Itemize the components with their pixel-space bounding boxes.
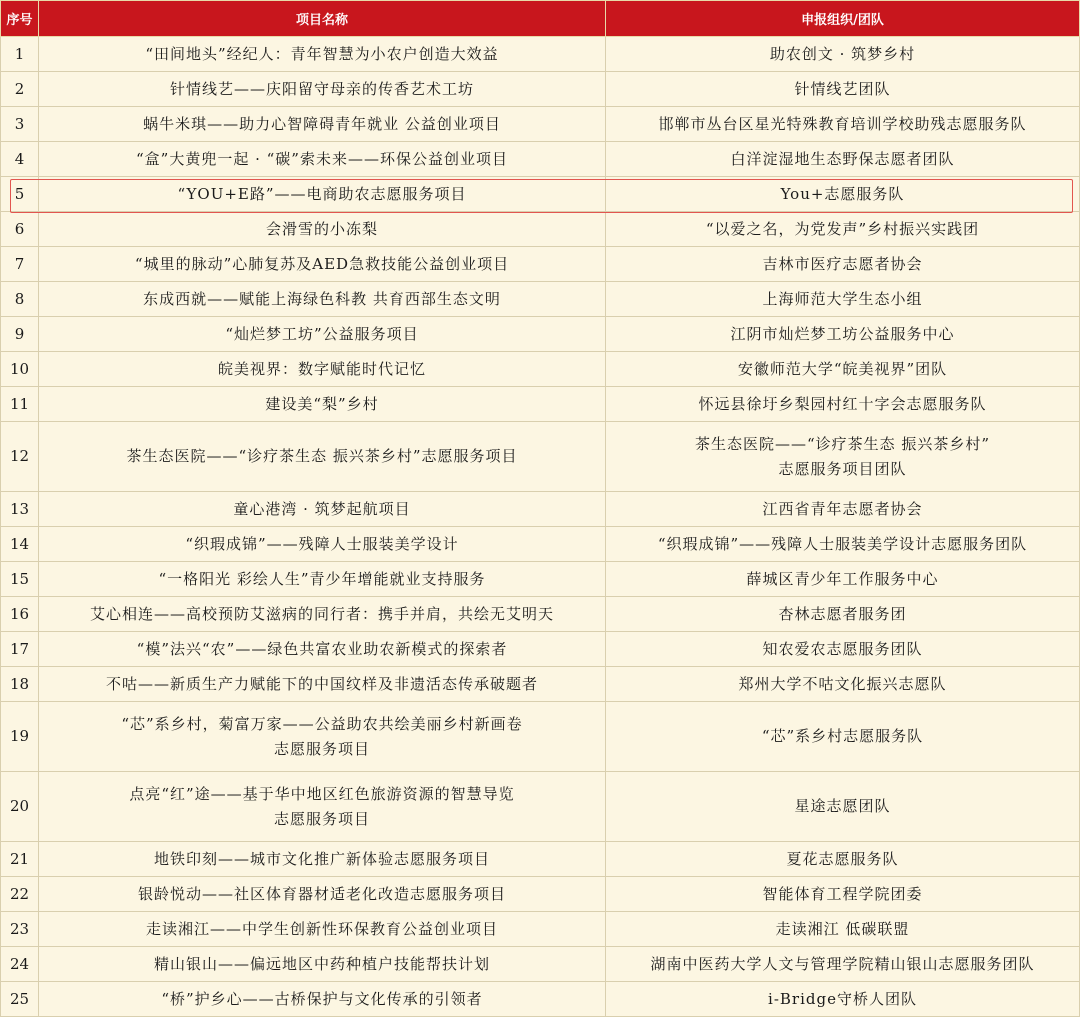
organization-cell	[606, 387, 1080, 422]
project-name-line: 针情线艺——庆阳留守母亲的传香艺术工坊	[169, 79, 474, 98]
organization-cell	[606, 597, 1080, 632]
row-index: 25	[1, 982, 39, 1017]
project-name-line: 建设美“梨”乡村	[265, 394, 379, 413]
row-index: 20	[1, 772, 39, 842]
table-row	[1, 422, 1080, 492]
project-name-cell	[39, 597, 606, 632]
organization-cell	[606, 37, 1080, 72]
project-name-cell	[39, 912, 606, 947]
table-row	[1, 317, 1080, 352]
project-name-line: 点亮“红”途——基于华中地区红色旅游资源的智慧导览	[129, 784, 515, 803]
project-name-line: “模”法兴“农”——绿色共富农业助农新模式的探索者	[136, 639, 508, 658]
table-row	[1, 247, 1080, 282]
project-name-line: “YOU+E路”——电商助农志愿服务项目	[177, 184, 467, 203]
project-name-line: “织瑕成锦”——残障人士服装美学设计	[185, 534, 459, 553]
organization-line: 湖南中医药大学人文与管理学院精山银山志愿服务团队	[650, 954, 1035, 973]
organization-cell	[606, 247, 1080, 282]
organization-line: 走读湘江 低碳联盟	[775, 919, 910, 938]
organization-cell	[606, 947, 1080, 982]
project-name-cell	[39, 212, 606, 247]
table-row	[1, 877, 1080, 912]
project-name-cell	[39, 142, 606, 177]
organization-line: i-Bridge守桥人团队	[768, 989, 917, 1008]
organization-cell	[606, 527, 1080, 562]
organization-line: 夏花志愿服务队	[786, 849, 899, 868]
project-name-line: 志愿服务项目	[273, 809, 370, 828]
project-name-cell	[39, 702, 606, 772]
project-name-cell	[39, 632, 606, 667]
table-row	[1, 142, 1080, 177]
project-name-cell	[39, 72, 606, 107]
project-name-cell	[39, 37, 606, 72]
organization-cell	[606, 492, 1080, 527]
project-name-line: 走读湘江——中学生创新性环保教育公益创业项目	[145, 919, 498, 938]
project-name-cell	[39, 842, 606, 877]
project-name-cell	[39, 107, 606, 142]
organization-cell	[606, 772, 1080, 842]
table-row	[1, 772, 1080, 842]
project-name-cell	[39, 667, 606, 702]
table-row	[1, 177, 1080, 212]
project-name-line: 东成西就——赋能上海绿色科教 共育西部生态文明	[143, 289, 501, 308]
organization-cell	[606, 422, 1080, 492]
project-name-cell	[39, 422, 606, 492]
project-name-line: 蜗牛米琪——助力心智障碍青年就业 公益创业项目	[143, 114, 501, 133]
project-name-cell	[39, 527, 606, 562]
project-name-line: 不咕——新质生产力赋能下的中国纹样及非遗活态传承破题者	[105, 674, 538, 693]
row-index: 8	[1, 282, 39, 317]
row-index: 3	[1, 107, 39, 142]
project-name-line: “桥”护乡心——古桥保护与文化传承的引领者	[161, 989, 483, 1008]
organization-cell	[606, 982, 1080, 1017]
project-name-line: 皖美视界：数字赋能时代记忆	[217, 359, 426, 378]
project-name-line: 地铁印刻——城市文化推广新体验志愿服务项目	[153, 849, 490, 868]
organization-line: 知农爱农志愿服务团队	[762, 639, 923, 658]
organization-line: You+志愿服务队	[780, 184, 905, 203]
row-index: 24	[1, 947, 39, 982]
row-index: 21	[1, 842, 39, 877]
organization-line: 杏林志愿者服务团	[778, 604, 907, 623]
organization-line: 怀远县徐圩乡梨园村红十字会志愿服务队	[698, 394, 987, 413]
project-name-line: 童心港湾 · 筑梦起航项目	[233, 499, 411, 518]
organization-cell	[606, 912, 1080, 947]
project-name-line: 志愿服务项目	[273, 739, 370, 758]
organization-cell	[606, 212, 1080, 247]
row-index: 5	[1, 177, 39, 212]
project-name-cell	[39, 352, 606, 387]
table-row	[1, 947, 1080, 982]
table-row	[1, 352, 1080, 387]
row-index: 18	[1, 667, 39, 702]
project-name-line: “城里的脉动”心肺复苏及AED急救技能公益创业项目	[134, 254, 510, 273]
row-index: 10	[1, 352, 39, 387]
table-row	[1, 282, 1080, 317]
organization-cell	[606, 107, 1080, 142]
organization-cell	[606, 317, 1080, 352]
project-name-cell	[39, 282, 606, 317]
organization-cell	[606, 142, 1080, 177]
table-header-row	[1, 1, 1080, 37]
row-index: 14	[1, 527, 39, 562]
organization-line: 茶生态医院——“诊疗茶生态 振兴茶乡村”	[694, 434, 991, 453]
organization-cell	[606, 877, 1080, 912]
organization-line: 上海师范大学生态小组	[762, 289, 923, 308]
table-row	[1, 37, 1080, 72]
row-index: 9	[1, 317, 39, 352]
project-name-line: “灿烂梦工坊”公益服务项目	[225, 324, 419, 343]
table-row	[1, 387, 1080, 422]
row-index: 11	[1, 387, 39, 422]
project-name-cell	[39, 562, 606, 597]
row-index: 16	[1, 597, 39, 632]
row-index: 17	[1, 632, 39, 667]
table-row	[1, 562, 1080, 597]
organization-cell	[606, 177, 1080, 212]
organization-cell	[606, 282, 1080, 317]
organization-cell	[606, 667, 1080, 702]
project-name-line: 会滑雪的小冻梨	[265, 219, 378, 238]
table-row	[1, 527, 1080, 562]
organization-line: 安徽师范大学“皖美视界”团队	[737, 359, 948, 378]
project-name-line: 茶生态医院——“诊疗茶生态 振兴茶乡村”志愿服务项目	[126, 447, 518, 465]
project-name-line: “盒”大黄兜一起 · “碳”索未来——环保公益创业项目	[136, 149, 508, 168]
organization-line: 白洋淀湿地生态野保志愿者团队	[730, 149, 955, 168]
project-name-line: 精山银山——偏远地区中药种植户技能帮扶计划	[153, 954, 490, 973]
organization-line: 智能体育工程学院团委	[762, 884, 923, 903]
organization-line: “芯”系乡村志愿服务队	[761, 727, 924, 745]
project-name-cell	[39, 492, 606, 527]
header-index: 序号	[1, 1, 39, 37]
row-index: 12	[1, 422, 39, 492]
project-name-cell	[39, 982, 606, 1017]
organization-line: 星途志愿团队	[794, 797, 891, 815]
organization-line: 助农创文 · 筑梦乡村	[769, 44, 916, 63]
row-index: 23	[1, 912, 39, 947]
organization-cell	[606, 562, 1080, 597]
table-row	[1, 72, 1080, 107]
table-row	[1, 912, 1080, 947]
project-name-cell	[39, 877, 606, 912]
organization-line: “织瑕成锦”——残障人士服装美学设计志愿服务团队	[657, 534, 1028, 553]
table-row	[1, 632, 1080, 667]
organization-cell	[606, 632, 1080, 667]
table-row	[1, 212, 1080, 247]
table-row	[1, 842, 1080, 877]
table-body	[1, 37, 1080, 1017]
row-index: 7	[1, 247, 39, 282]
organization-line: 邯郸市丛台区星光特殊教育培训学校助残志愿服务队	[658, 114, 1027, 133]
organization-line: 吉林市医疗志愿者协会	[762, 254, 923, 273]
organization-cell	[606, 842, 1080, 877]
organization-cell	[606, 702, 1080, 772]
table-row	[1, 492, 1080, 527]
organization-line: 薛城区青少年工作服务中心	[746, 569, 939, 588]
row-index: 1	[1, 37, 39, 72]
table-row	[1, 597, 1080, 632]
row-index: 6	[1, 212, 39, 247]
row-index: 2	[1, 72, 39, 107]
project-name-cell	[39, 317, 606, 352]
row-index: 19	[1, 702, 39, 772]
row-index: 15	[1, 562, 39, 597]
project-name-line: “一格阳光 彩绘人生”青少年增能就业支持服务	[158, 569, 486, 588]
row-index: 13	[1, 492, 39, 527]
table-row	[1, 107, 1080, 142]
project-name-line: “芯”系乡村，菊富万家——公益助农共绘美丽乡村新画卷	[121, 714, 523, 733]
organization-cell	[606, 352, 1080, 387]
header-organization: 申报组织/团队	[606, 1, 1080, 37]
organization-line: 郑州大学不咕文化振兴志愿队	[738, 674, 947, 693]
row-index: 22	[1, 877, 39, 912]
project-name-cell	[39, 387, 606, 422]
project-name-line: 艾心相连——高校预防艾滋病的同行者：携手并肩，共绘无艾明天	[89, 604, 554, 623]
row-index: 4	[1, 142, 39, 177]
organization-line: 江西省青年志愿者协会	[762, 499, 923, 518]
table-row	[1, 667, 1080, 702]
organization-line: “以爱之名，为党发声”乡村振兴实践团	[705, 219, 980, 238]
table-row	[1, 982, 1080, 1017]
organization-line: 江阴市灿烂梦工坊公益服务中心	[730, 324, 955, 343]
project-name-cell	[39, 177, 606, 212]
project-name-cell	[39, 947, 606, 982]
header-project-name: 项目名称	[39, 1, 606, 37]
organization-cell	[606, 72, 1080, 107]
organization-line: 针情线艺团队	[794, 79, 891, 98]
project-name-line: 银龄悦动——社区体育器材适老化改造志愿服务项目	[137, 884, 506, 903]
project-name-cell	[39, 772, 606, 842]
project-name-line: “田间地头”经纪人：青年智慧为小农户创造大效益	[145, 44, 499, 63]
table-row	[1, 702, 1080, 772]
project-name-cell	[39, 247, 606, 282]
organization-line: 志愿服务项目团队	[778, 459, 907, 478]
